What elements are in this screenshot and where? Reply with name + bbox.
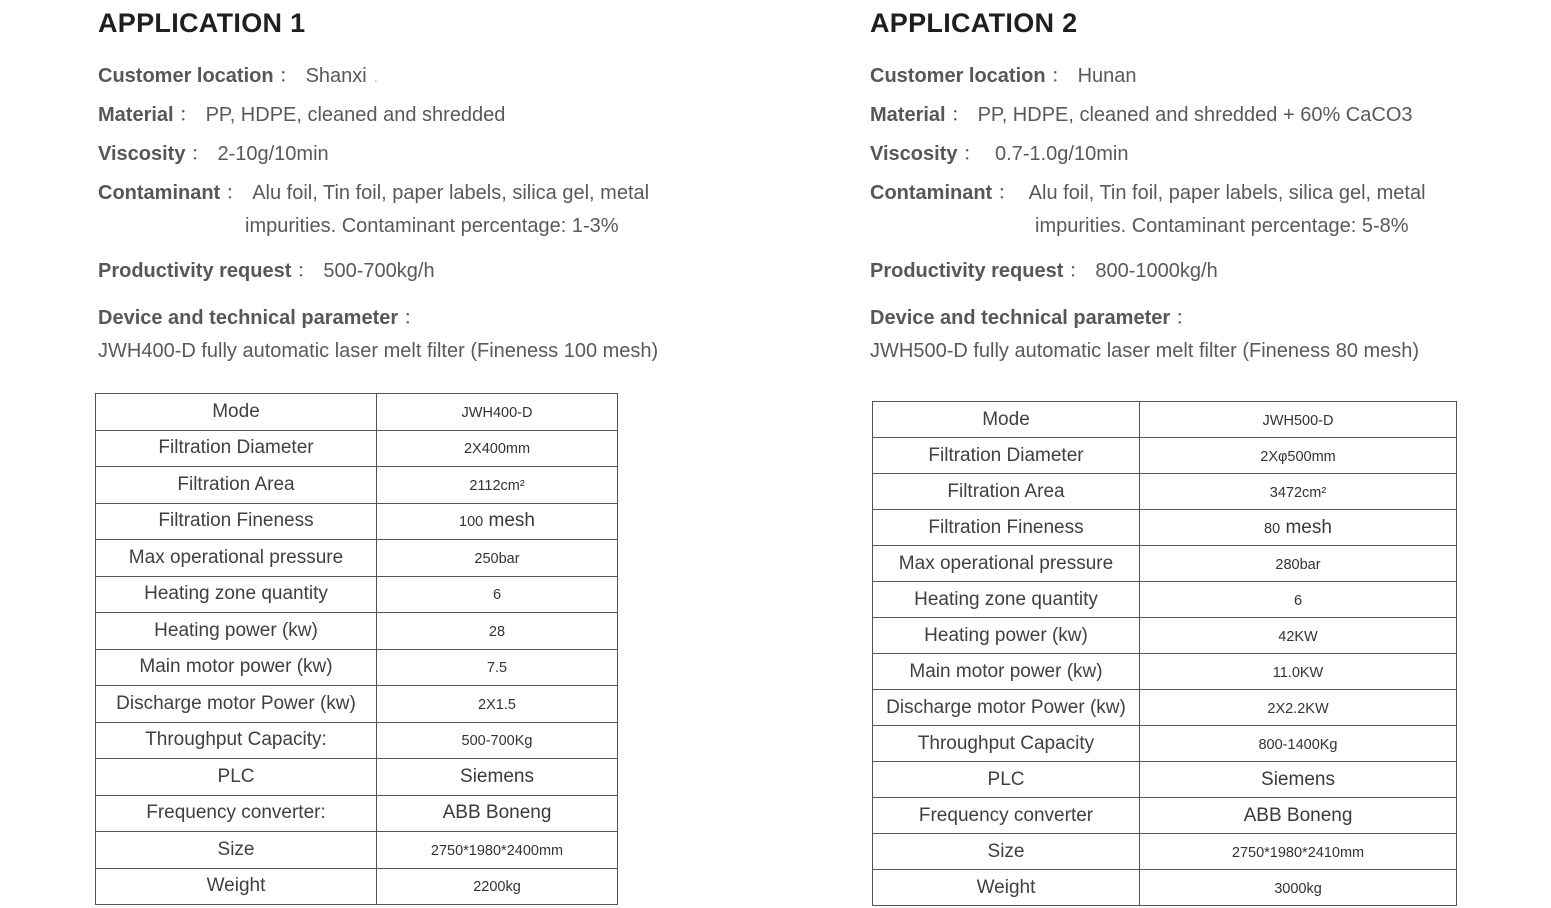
table-row: [873, 834, 1457, 870]
table-row: [96, 868, 618, 905]
info-label: Viscosity: [98, 143, 186, 165]
table-row: [873, 870, 1457, 906]
spec-value-cell: Siemens: [377, 759, 618, 796]
info-line-viscosity: [870, 137, 1128, 166]
spec-value-cell: 800-1400Kg: [1140, 726, 1457, 762]
spec-label-cell: Main motor power (kw): [873, 654, 1140, 690]
colon-separator: ：: [296, 260, 317, 282]
colon-separator: ：: [1175, 307, 1196, 329]
spec-label-cell: Mode: [873, 402, 1140, 438]
spec-label-cell: Discharge motor Power (kw): [873, 690, 1140, 726]
spec-value-cell: 280bar: [1140, 546, 1457, 582]
spec-label-cell: Filtration Area: [873, 474, 1140, 510]
table-row: [96, 613, 618, 650]
colon-separator: ：: [1050, 65, 1071, 87]
spec-value-cell: 2200kg: [377, 868, 618, 905]
trailing-mark: .: [373, 69, 378, 86]
spec-label-cell: Size: [873, 834, 1140, 870]
info-line-productivity: [870, 254, 1218, 283]
table-row: [96, 759, 618, 796]
table-row: [873, 762, 1457, 798]
spec-label-cell: Frequency converter: [873, 798, 1140, 834]
colon-separator: ：: [962, 143, 983, 165]
spec-value-cell: 250bar: [377, 540, 618, 577]
info-line-customer-location: [870, 59, 1137, 88]
colon-separator: ：: [225, 182, 246, 204]
colon-separator: ：: [403, 307, 424, 329]
page-title: APPLICATION 1: [98, 8, 306, 38]
info-label: Device and technical parameter: [98, 307, 399, 329]
spec-value-cell: JWH400-D: [377, 394, 618, 431]
spec-table: [872, 401, 1457, 906]
spec-label-cell: Max operational pressure: [873, 546, 1140, 582]
spec-label-cell: Main motor power (kw): [96, 649, 377, 686]
colon-separator: ：: [278, 65, 299, 87]
info-label: Viscosity: [870, 143, 958, 165]
spec-label-cell: Discharge motor Power (kw): [96, 686, 377, 723]
spec-label-cell: Throughput Capacity:: [96, 722, 377, 759]
spec-label-cell: Weight: [873, 870, 1140, 906]
table-row: [873, 690, 1457, 726]
info-line-contaminant: [98, 176, 649, 205]
spec-label-cell: Filtration Diameter: [96, 430, 377, 467]
spec-label-cell: Filtration Fineness: [873, 510, 1140, 546]
spec-value-cell: 3000kg: [1140, 870, 1457, 906]
spec-value-cell: 42KW: [1140, 618, 1457, 654]
spec-label-cell: Heating zone quantity: [96, 576, 377, 613]
table-row: [873, 546, 1457, 582]
spec-label-cell: Weight: [96, 868, 377, 905]
device-parameter-heading: [870, 301, 1202, 330]
spec-value-cell: 6: [1140, 582, 1457, 618]
spec-value-cell: 2750*1980*2410mm: [1140, 834, 1457, 870]
colon-separator: ：: [178, 104, 199, 126]
info-label: Contaminant: [98, 182, 221, 204]
info-label: Productivity request: [870, 260, 1064, 282]
info-line-customer-location: [98, 59, 378, 88]
spec-value-cell: 2112cm²: [377, 467, 618, 504]
spec-label-cell: PLC: [873, 762, 1140, 798]
info-value: PP, HDPE, cleaned and shredded + 60% CaCO3: [977, 104, 1413, 126]
spec-value-cell: 7.5: [377, 649, 618, 686]
table-row: [96, 722, 618, 759]
spec-label-cell: Filtration Fineness: [96, 503, 377, 540]
device-description: JWH500-D fully automatic laser melt filter (Fineness 80 mesh): [870, 340, 1420, 362]
application-2-column: [870, 0, 1551, 908]
colon-separator: ：: [997, 182, 1018, 204]
spec-label-cell: Heating zone quantity: [873, 582, 1140, 618]
table-row: [96, 540, 618, 577]
spec-label-cell: Throughput Capacity: [873, 726, 1140, 762]
info-value: 500-700kg/h: [323, 260, 435, 282]
table-row: [96, 467, 618, 504]
info-value: Shanxi: [305, 65, 367, 87]
info-label: Customer location: [870, 65, 1046, 87]
application-1-column: [98, 0, 788, 908]
info-label: Device and technical parameter: [870, 307, 1171, 329]
spec-value-cell: 3472cm²: [1140, 474, 1457, 510]
spec-value-cell: 2Xφ500mm: [1140, 438, 1457, 474]
contaminant-continuation: impurities. Contaminant percentage: 1-3%: [245, 215, 619, 237]
spec-value-cell: 28: [377, 613, 618, 650]
spec-value-cell: 80 mesh: [1140, 510, 1457, 546]
device-parameter-heading: [98, 301, 430, 330]
info-label: Material: [98, 104, 174, 126]
spec-value-cell: 2750*1980*2400mm: [377, 832, 618, 869]
info-label: Contaminant: [870, 182, 993, 204]
spec-label-cell: Frequency converter:: [96, 795, 377, 832]
spec-label-cell: Mode: [96, 394, 377, 431]
table-row: [96, 832, 618, 869]
table-row: [873, 510, 1457, 546]
table-row: [96, 576, 618, 613]
info-label: Material: [870, 104, 946, 126]
table-row: [873, 654, 1457, 690]
spec-value-cell: 500-700Kg: [377, 722, 618, 759]
info-value: Hunan: [1077, 65, 1137, 87]
info-line-material: [98, 98, 505, 127]
device-description: JWH400-D fully automatic laser melt filter (Fineness 100 mesh): [98, 340, 659, 362]
spec-value-cell: JWH500-D: [1140, 402, 1457, 438]
contaminant-continuation: impurities. Contaminant percentage: 5-8%: [1035, 215, 1409, 237]
info-label: Productivity request: [98, 260, 292, 282]
colon-separator: ：: [190, 143, 211, 165]
info-value: 0.7-1.0g/10min: [989, 143, 1129, 165]
spec-value-cell: 11.0KW: [1140, 654, 1457, 690]
spec-value-cell: 2X400mm: [377, 430, 618, 467]
table-row: [873, 726, 1457, 762]
spec-value-cell: ABB Boneng: [377, 795, 618, 832]
spec-label-cell: Max operational pressure: [96, 540, 377, 577]
info-value: Alu foil, Tin foil, paper labels, silica gel, metal: [252, 182, 650, 204]
table-row: [873, 582, 1457, 618]
table-row: [96, 686, 618, 723]
table-row: [873, 438, 1457, 474]
info-line-contaminant: [870, 176, 1426, 205]
info-value: 2-10g/10min: [217, 143, 329, 165]
info-line-productivity: [98, 254, 435, 283]
table-row: [96, 649, 618, 686]
colon-separator: ：: [950, 104, 971, 126]
spec-value-cell: Siemens: [1140, 762, 1457, 798]
table-row: [873, 798, 1457, 834]
spec-label-cell: Size: [96, 832, 377, 869]
table-row: [96, 795, 618, 832]
table-row: [96, 394, 618, 431]
table-row: [873, 618, 1457, 654]
spec-value-cell: 6: [377, 576, 618, 613]
spec-value-cell: 2X1.5: [377, 686, 618, 723]
spec-value-cell: ABB Boneng: [1140, 798, 1457, 834]
page-title: APPLICATION 2: [870, 8, 1078, 38]
colon-separator: ：: [1068, 260, 1089, 282]
info-line-material: [870, 98, 1413, 127]
info-value: Alu foil, Tin foil, paper labels, silica gel, metal: [1024, 182, 1426, 204]
table-row: [96, 503, 618, 540]
spec-label-cell: Filtration Area: [96, 467, 377, 504]
info-value: 800-1000kg/h: [1095, 260, 1218, 282]
spec-value-cell: 2X2.2KW: [1140, 690, 1457, 726]
info-label: Customer location: [98, 65, 274, 87]
table-row: [873, 402, 1457, 438]
table-row: [96, 430, 618, 467]
spec-label-cell: PLC: [96, 759, 377, 796]
info-value: PP, HDPE, cleaned and shredded: [205, 104, 506, 126]
spec-table: [95, 393, 618, 905]
spec-label-cell: Heating power (kw): [873, 618, 1140, 654]
spec-label-cell: Heating power (kw): [96, 613, 377, 650]
table-row: [873, 474, 1457, 510]
spec-label-cell: Filtration Diameter: [873, 438, 1140, 474]
spec-value-cell: 100 mesh: [377, 503, 618, 540]
info-line-viscosity: [98, 137, 329, 166]
